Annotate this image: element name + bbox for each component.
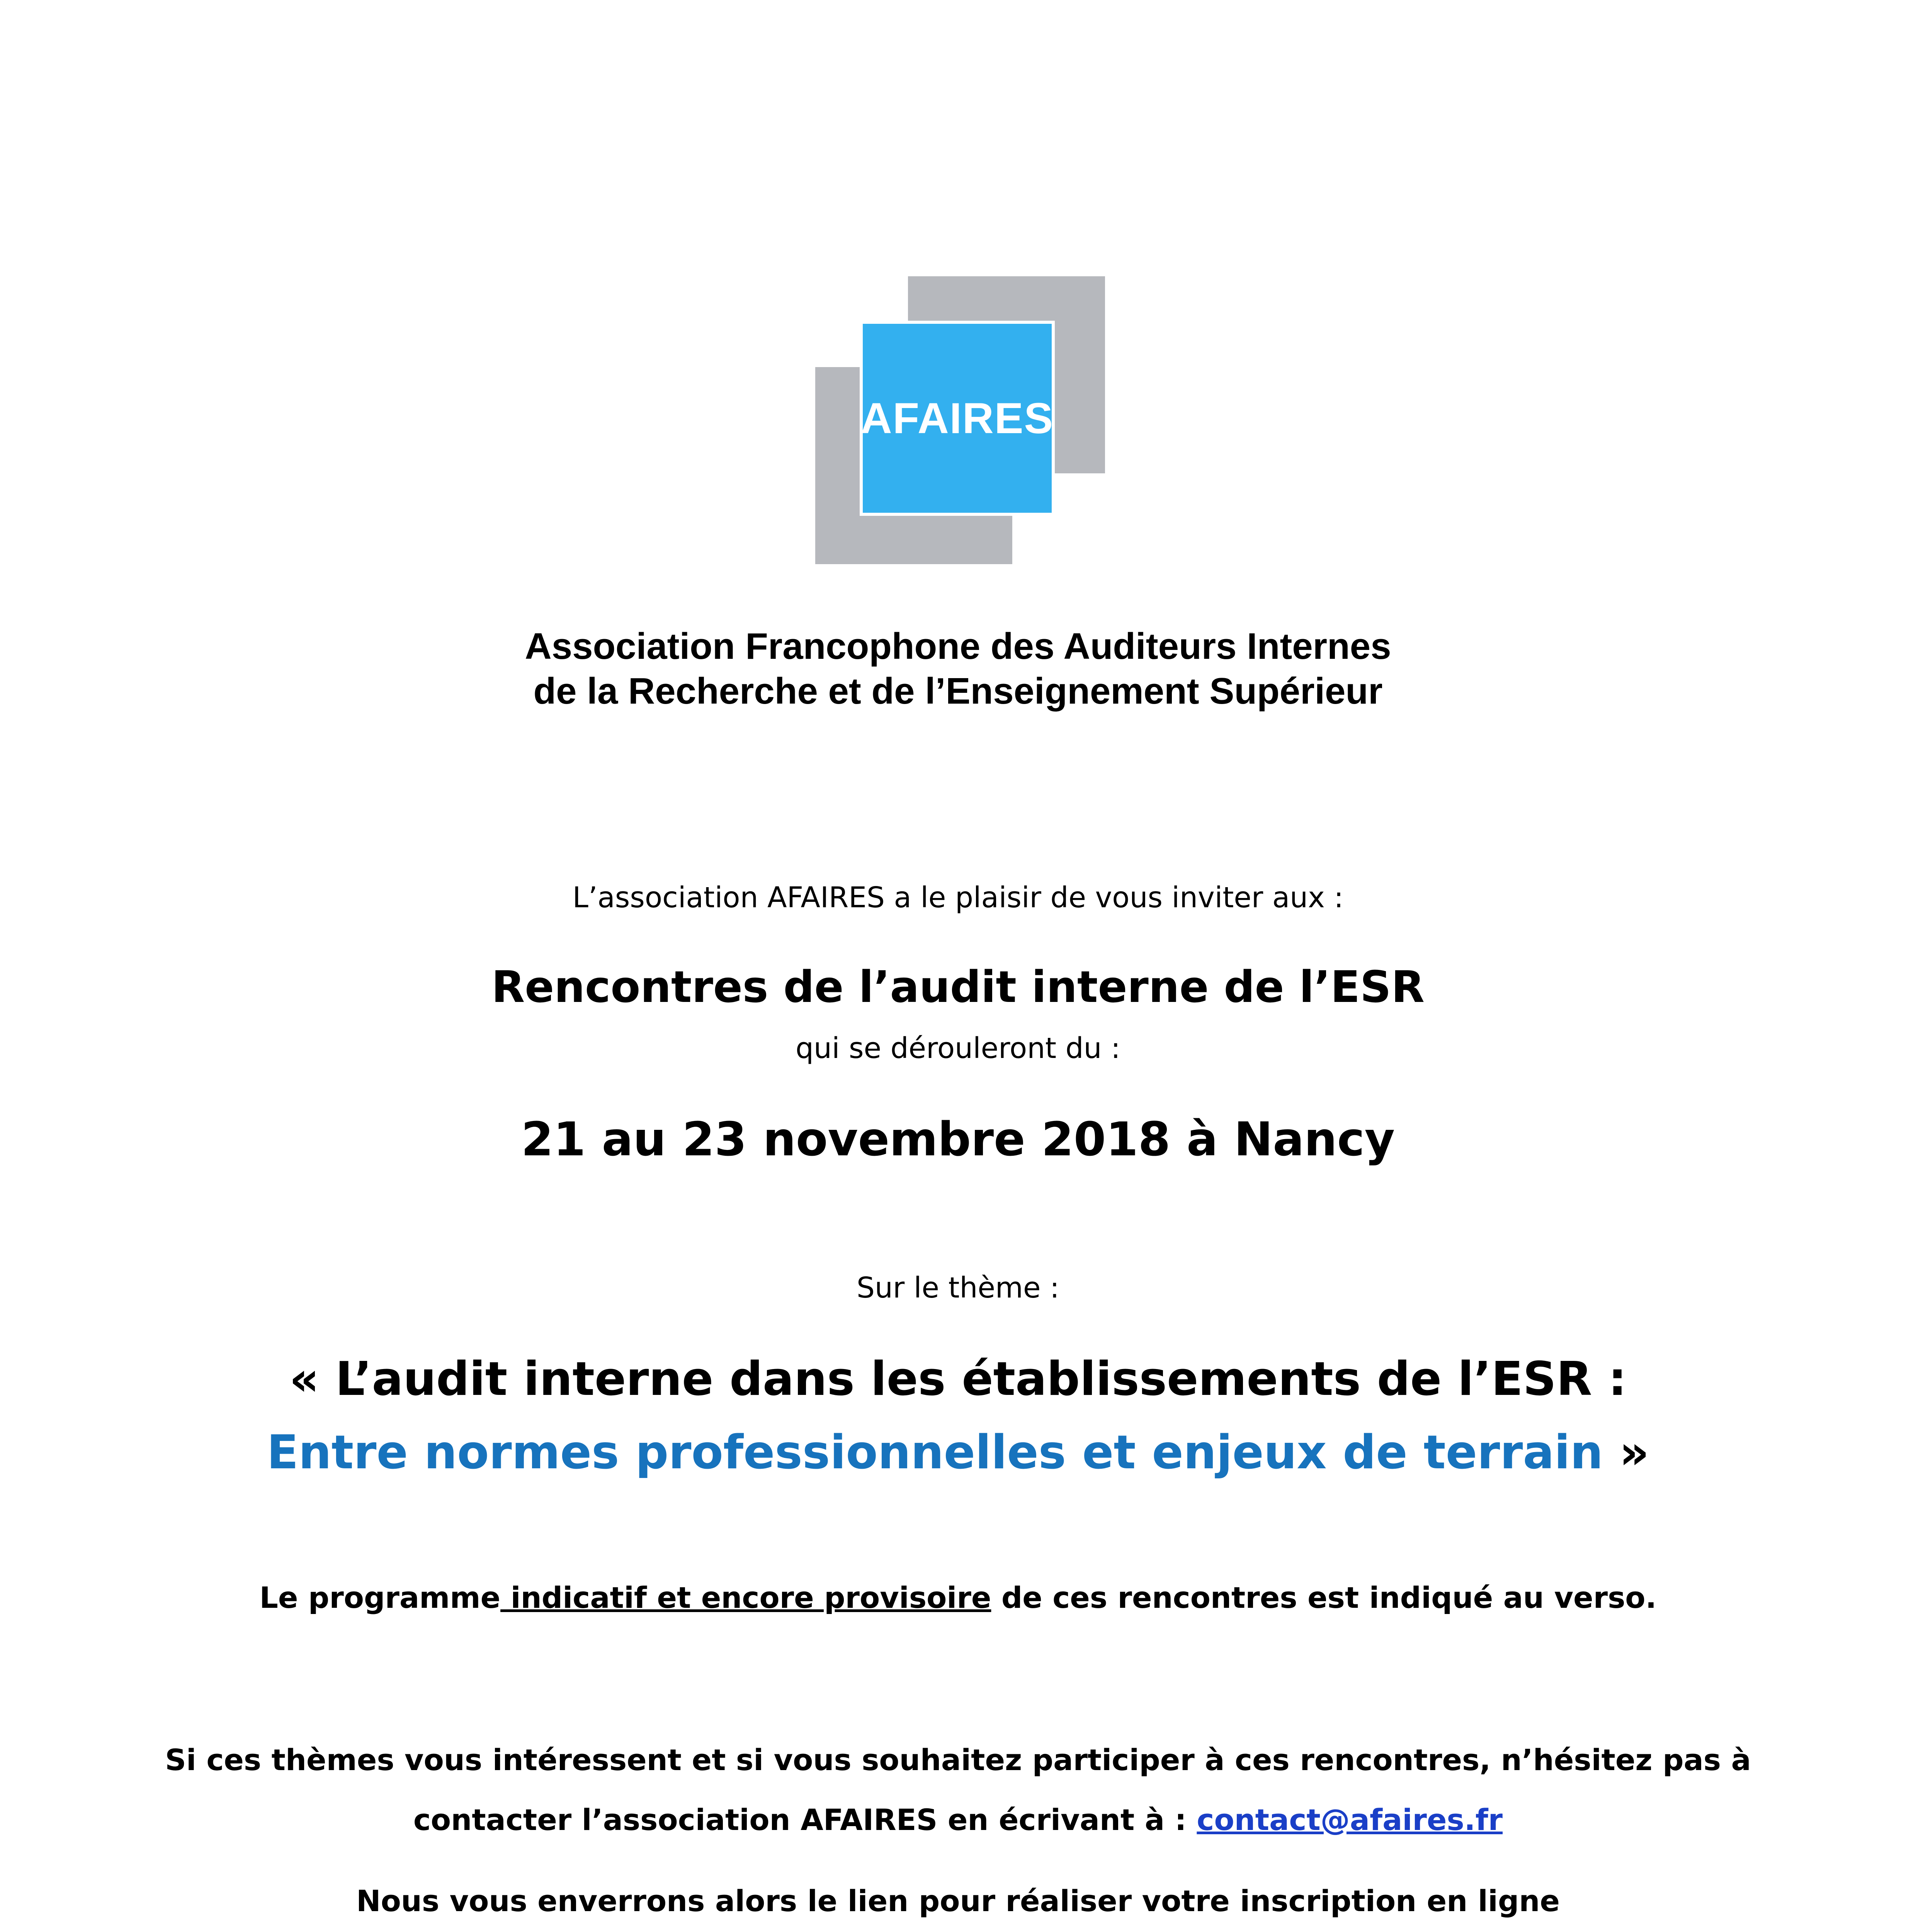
afaires-logo (815, 276, 1105, 564)
theme-line1: « L’audit interne dans les établissements de l’ESR : (289, 1352, 1627, 1406)
contact-line1: Si ces thèmes vous intéressent et si vous souhaitez participer à ces rencontres, n’hésitez pas à (165, 1743, 1751, 1777)
association-name-line2: de la Recherche et de l’Enseignement Supérieur (533, 670, 1383, 712)
programme-before: Le programme (259, 1580, 501, 1615)
theme-intro: Sur le thème : (857, 1271, 1059, 1304)
theme-line2 (0, 1426, 1916, 1480)
inscription-note: Nous vous enverrons alors le lien pour réaliser votre inscription en ligne (356, 1884, 1560, 1918)
programme-underlined: indicatif et encore provisoire (500, 1580, 991, 1615)
programme-after: de ces rencontres est indiqué au verso. (991, 1580, 1657, 1615)
event-title: Rencontres de l’audit interne de l’ESR (491, 962, 1425, 1012)
contact-line2 (0, 1803, 1916, 1837)
contact-line2-prefix: contacter l’association AFAIRES en écrivant à : (413, 1803, 1197, 1837)
invite-lead: L’association AFAIRES a le plaisir de vous inviter aux : (572, 881, 1344, 914)
programme-note (0, 1580, 1916, 1615)
theme-close-quote: » (1619, 1426, 1649, 1480)
association-name (0, 624, 1916, 714)
association-name-line1: Association Francophone des Auditeurs Internes (525, 626, 1391, 667)
event-dates: 21 au 23 novembre 2018 à Nancy (521, 1113, 1395, 1167)
logo-text: AFAIRES (860, 394, 1054, 442)
theme-line2-blue: Entre normes professionnelles et enjeux de terrain (267, 1426, 1603, 1480)
contact-email-link[interactable]: contact@afaires.fr (1197, 1803, 1503, 1837)
event-subtitle: qui se dérouleront du : (796, 1032, 1120, 1065)
